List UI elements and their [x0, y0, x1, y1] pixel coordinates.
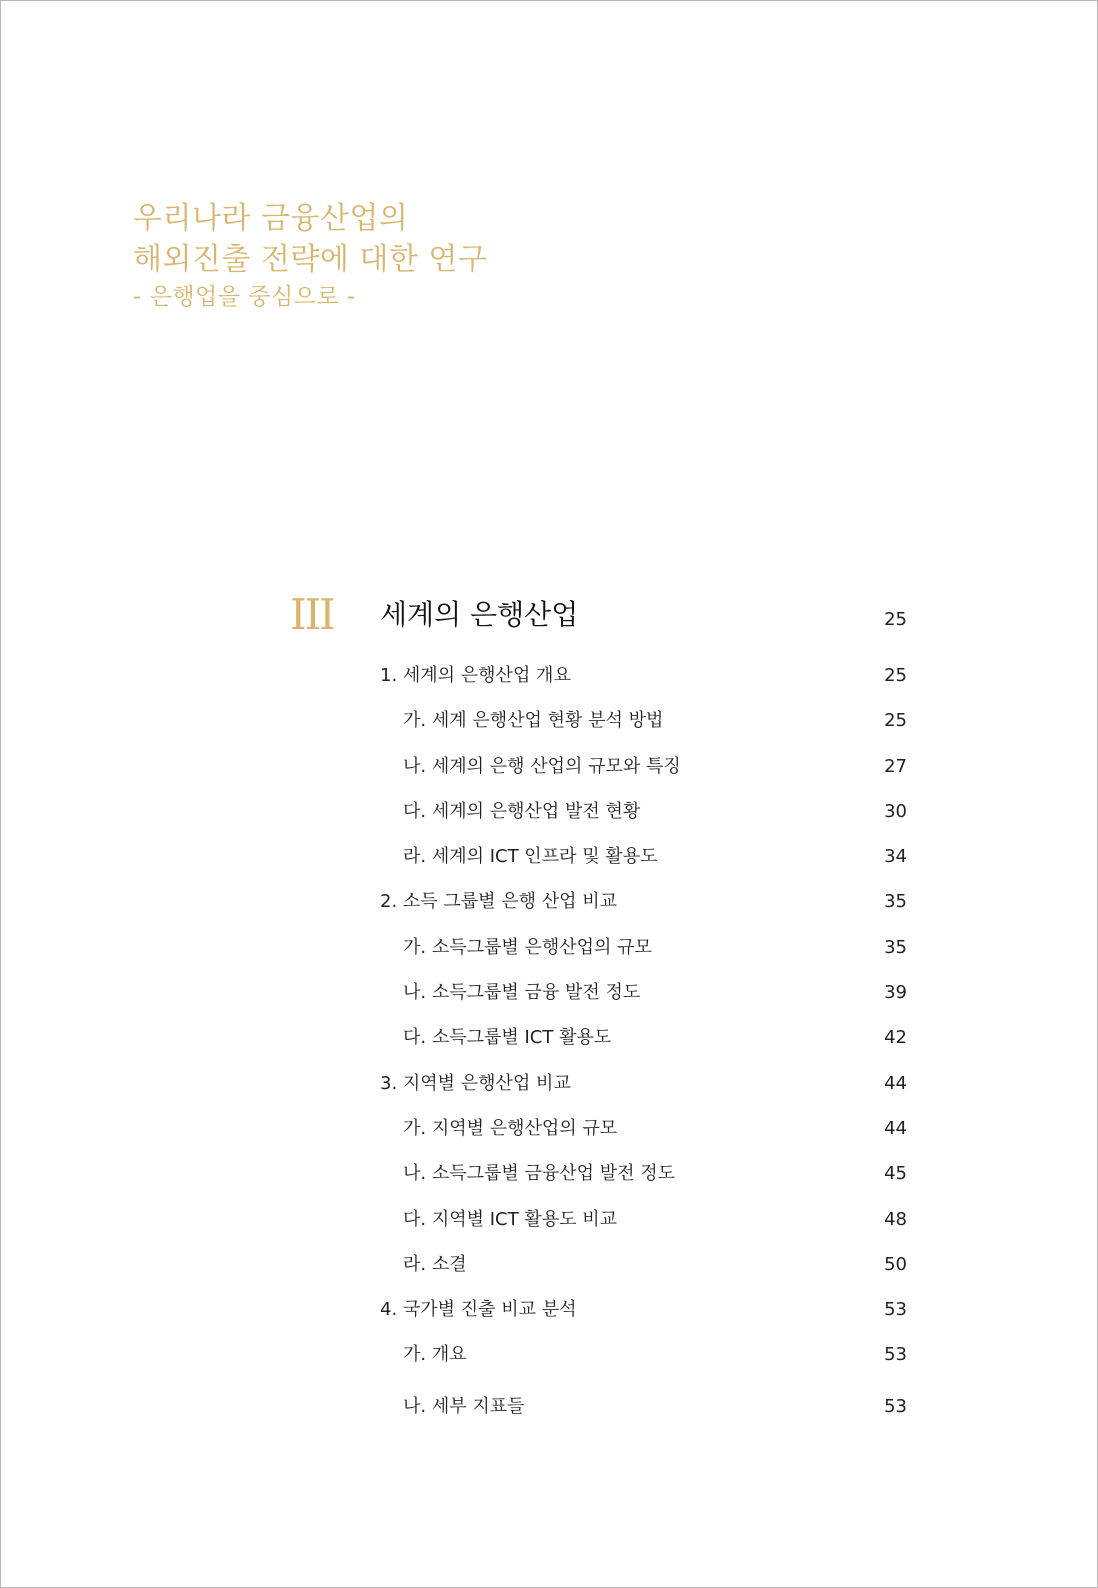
toc-entry-label: 가. 개요: [403, 1344, 467, 1366]
toc-entry-label: 1. 세계의 은행산업 개요: [380, 665, 571, 686]
toc-entry-label: 라. 세계의 ICT 인프라 및 활용도: [403, 846, 658, 868]
toc-entry-page: 27: [884, 755, 907, 777]
toc-entry[interactable]: [380, 936, 907, 981]
document-title-line-1: 우리나라 금융산업의: [133, 201, 409, 236]
toc-entry-label: 가. 소득그룹별 은행산업의 규모: [403, 936, 652, 958]
toc-entry-page: 25: [884, 710, 907, 732]
toc-entry-page: 53: [884, 1299, 907, 1321]
toc-entry-label: 가. 세계 은행산업 현황 분석 방법: [403, 710, 664, 732]
toc-entry-page: 50: [884, 1253, 907, 1275]
toc-entry[interactable]: [380, 1253, 907, 1298]
toc-entry[interactable]: [380, 1162, 907, 1207]
toc-entry[interactable]: [380, 1343, 907, 1388]
toc-entry[interactable]: [380, 800, 907, 845]
toc-entry[interactable]: [380, 890, 907, 935]
toc-entry-label: 3. 지역별 은행산업 비교: [380, 1072, 571, 1094]
toc-entry-page: 44: [884, 1072, 907, 1094]
toc-entry-label: 다. 지역별 ICT 활용도 비교: [403, 1208, 617, 1230]
toc-entry-page: 35: [884, 936, 907, 958]
toc-entry-page: 44: [884, 1117, 907, 1139]
toc-entry[interactable]: [380, 845, 907, 890]
toc-entry-page: 34: [884, 846, 907, 868]
toc-entry-label: 나. 세부 지표들: [403, 1395, 525, 1417]
toc-entry[interactable]: [380, 1298, 907, 1343]
toc-entry-page: 39: [884, 982, 907, 1004]
chapter-title[interactable]: 세계의 은행산업: [380, 598, 579, 631]
toc-entry-label: 2. 소득 그룹별 은행 산업 비교: [380, 891, 618, 913]
toc-entry-page: 42: [884, 1027, 907, 1049]
toc-entry-label: 4. 국가별 진출 비교 분석: [380, 1299, 577, 1321]
toc-entry[interactable]: [380, 664, 907, 709]
table-of-contents: [380, 664, 907, 1440]
toc-entry-page: 53: [884, 1344, 907, 1366]
toc-entry[interactable]: [380, 1395, 907, 1440]
toc-entry-label: 나. 소득그룹별 금융산업 발전 정도: [403, 1163, 676, 1185]
toc-entry-label: 다. 소득그룹별 ICT 활용도: [403, 1027, 612, 1049]
toc-entry-page: 48: [884, 1208, 907, 1230]
toc-entry[interactable]: [380, 709, 907, 754]
document-title-block: [133, 198, 487, 314]
toc-entry-label: 라. 소결: [403, 1253, 467, 1275]
toc-entry-page: 35: [884, 891, 907, 913]
toc-entry[interactable]: [380, 1117, 907, 1162]
document-title-line-2: 해외진출 전략에 대한 연구: [133, 242, 488, 277]
toc-entry-label: 다. 세계의 은행산업 발전 현황: [403, 800, 641, 822]
chapter-page-number: 25: [884, 609, 907, 630]
document-subtitle: - 은행업을 중심으로 -: [133, 284, 356, 310]
toc-entry-page: 25: [884, 665, 907, 686]
toc-entry[interactable]: [380, 1072, 907, 1117]
toc-entry-label: 가. 지역별 은행산업의 규모: [403, 1117, 618, 1139]
toc-entry-label: 나. 세계의 은행 산업의 규모와 특징: [403, 755, 681, 777]
toc-entry[interactable]: [380, 981, 907, 1026]
toc-entry-page: 30: [884, 800, 907, 822]
chapter-numeral: III: [290, 590, 334, 639]
toc-entry-label: 나. 소득그룹별 금융 발전 정도: [403, 982, 641, 1004]
toc-entry[interactable]: [380, 1026, 907, 1071]
toc-entry[interactable]: [380, 1208, 907, 1253]
toc-entry-page: 45: [884, 1163, 907, 1185]
toc-entry[interactable]: [380, 755, 907, 800]
toc-entry-page: 53: [884, 1395, 907, 1417]
